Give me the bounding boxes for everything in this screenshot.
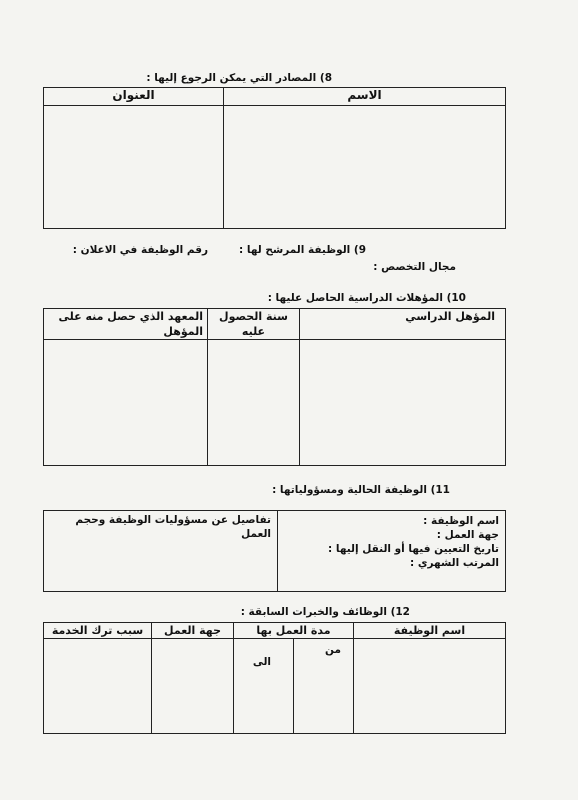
leave-reason-cell[interactable]	[44, 639, 152, 734]
current-job-heading: 11) الوظيفة الحالية ومسؤولياتها :	[272, 484, 450, 496]
qualification-header: المؤهل الدراسي	[300, 309, 506, 340]
job-number-label: رقم الوظيفة في الاعلان :	[72, 244, 208, 256]
prev-employer-cell[interactable]	[152, 639, 234, 734]
current-job-table	[43, 510, 506, 592]
references-table	[43, 87, 506, 229]
monthly-salary-field: المرتب الشهري :	[410, 557, 499, 569]
qualification-cell[interactable]	[300, 340, 506, 466]
year-obtained-header: سنة الحصول عليه	[208, 309, 300, 340]
job-details-cell[interactable]	[44, 511, 278, 592]
previous-jobs-heading: 12) الوظائف والخبرات السابقة :	[240, 606, 410, 618]
references-name-header: الاسم	[224, 88, 506, 106]
references-address-header: العنوان	[44, 88, 224, 106]
previous-jobs-table	[43, 622, 506, 734]
references-name-cell[interactable]	[224, 106, 506, 229]
to-label: الى	[252, 656, 271, 668]
job-name-header: اسم الوظيفة	[354, 623, 506, 639]
specialty-label: مجال التخصص :	[373, 261, 456, 273]
appointment-date-field: تاريخ التعيين فيها أو النقل إليها :	[328, 543, 499, 555]
job-name-field: اسم الوظيفة :	[423, 515, 499, 527]
year-obtained-cell[interactable]	[208, 340, 300, 466]
prev-employer-header: جهة العمل	[152, 623, 234, 639]
employer-field: جهة العمل :	[436, 529, 499, 541]
duration-from-cell[interactable]	[294, 639, 354, 734]
duration-header: مدة العمل بها	[234, 623, 354, 639]
institute-cell[interactable]	[44, 340, 208, 466]
current-job-fields-cell[interactable]	[278, 511, 506, 592]
references-heading: 8) المصادر التي يمكن الرجوع إليها :	[146, 72, 332, 84]
duration-to-cell[interactable]	[234, 639, 294, 734]
references-address-cell[interactable]	[44, 106, 224, 229]
qualifications-heading: 10) المؤهلات الدراسية الحاصل عليها :	[267, 292, 466, 304]
job-nominated-label: 9) الوظيفة المرشح لها :	[239, 244, 366, 256]
prev-job-name-cell[interactable]	[354, 639, 506, 734]
leave-reason-header: سبب ترك الخدمة	[44, 623, 152, 639]
from-label: من	[325, 644, 341, 656]
qualifications-table	[43, 308, 506, 466]
job-details-label: تفاصيل عن مسؤوليات الوظيفة وحجم العمل	[75, 514, 271, 540]
institute-header: المعهد الذي حصل منه على المؤهل	[44, 309, 208, 340]
